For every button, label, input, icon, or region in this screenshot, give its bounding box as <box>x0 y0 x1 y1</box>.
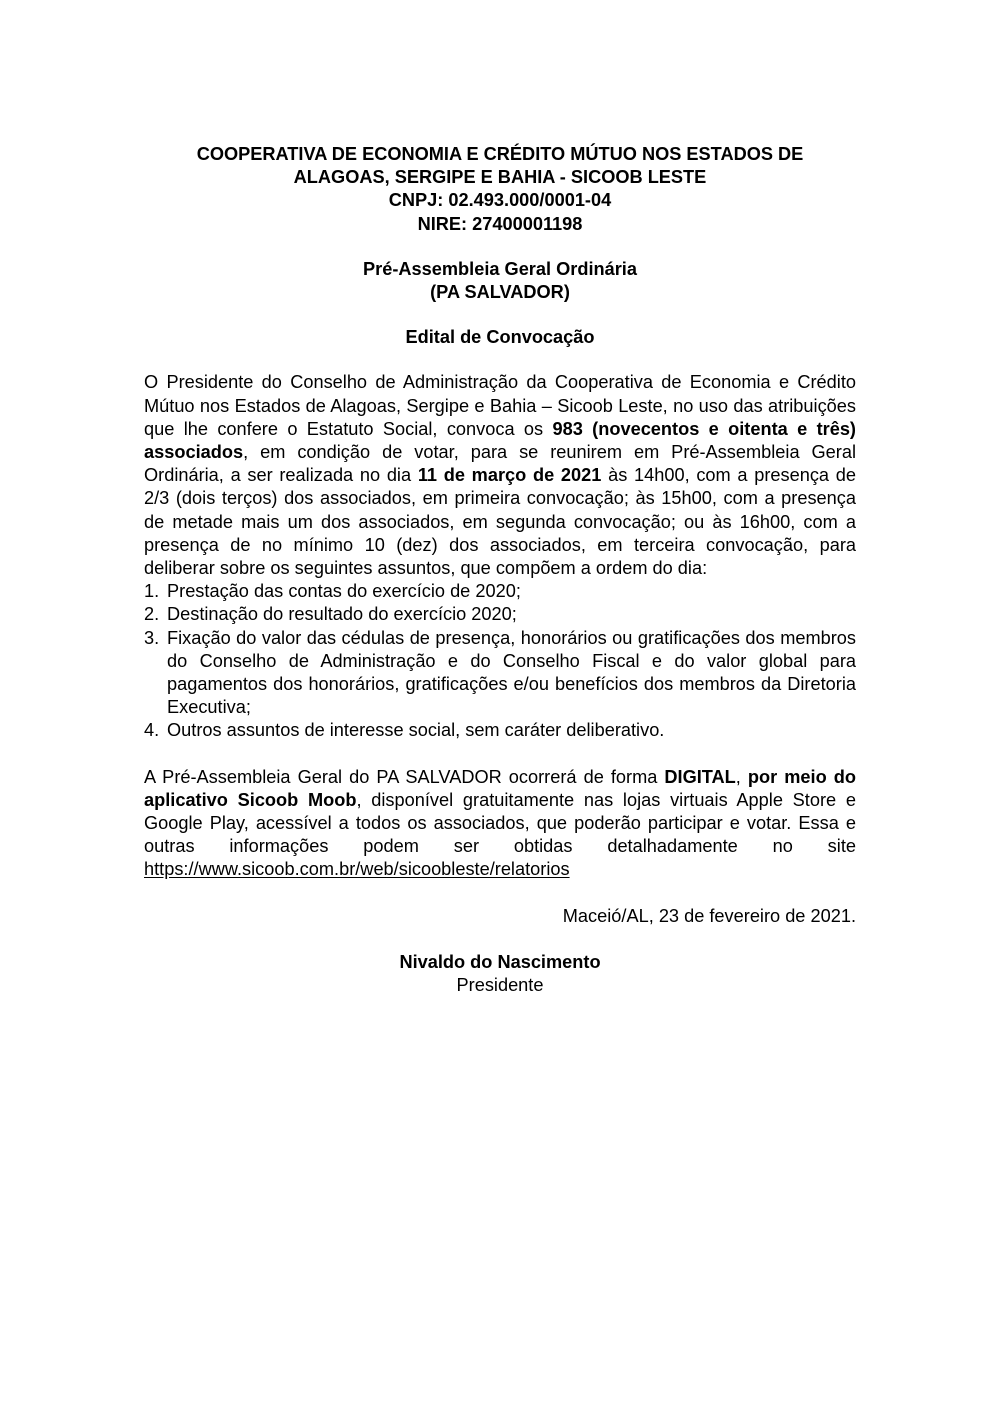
digital-text-1: A Pré-Assembleia Geral do PA SALVADOR ocorrerá de forma <box>144 766 665 787</box>
list-item-number: 4. <box>144 720 160 741</box>
nire-number: NIRE: 27400001198 <box>417 213 583 234</box>
intro-text-1: O Presidente do Conselho de Administração da Cooperativa de Economia e Crédito Mútuo nos Estados de Alagoas, Sergipe e Bahia – Sicoob Leste, no uso das atribuições que lhe confere o Estatuto Social, convoca os <box>144 372 856 439</box>
meeting-heading <box>144 258 856 304</box>
list-item <box>144 719 856 742</box>
intro-paragraph <box>144 371 856 580</box>
list-item <box>144 580 856 603</box>
list-item-number: 2. <box>144 604 160 625</box>
intro-text-3: às 14h00, com a presença de 2/3 (dois terços) dos associados, em primeira convocação; às 15h00, com a presença de metade mais um dos associados, em segunda convocação; ou às 16h00, com a presença de no mínimo 10 (dez) dos associados, em terceira convocação, para deliberar sobre os seguintes assuntos, que compõem a ordem do dia: <box>144 465 856 579</box>
organization-name-line1: COOPERATIVA DE ECONOMIA E CRÉDITO MÚTUO NOS ESTADOS DE <box>196 144 804 164</box>
list-item <box>144 627 856 720</box>
list-item-number: 1. <box>144 581 160 602</box>
notice-title: Edital de Convocação <box>405 327 595 348</box>
cnpj-number: CNPJ: 02.493.000/0001-04 <box>388 190 612 211</box>
reports-link[interactable]: https://www.sicoob.com.br/web/sicoobleste/relatorios <box>144 859 570 880</box>
digital-format: DIGITAL <box>664 766 736 787</box>
digital-meeting-paragraph <box>144 766 856 882</box>
signatory-name: Nivaldo do Nascimento <box>399 951 601 972</box>
intro-text-2: , em condição de votar, para se reunirem em Pré-Assembleia Geral Ordinária, a ser realizada no dia <box>144 442 856 486</box>
meeting-date: 11 de março de 2021 <box>417 465 602 486</box>
list-item-text: Prestação das contas do exercício de 2020; <box>167 581 521 602</box>
digital-text-3: , disponível gratuitamente nas lojas virtuais Apple Store e Google Play, acessível a todos os associados, que poderão participar e votar. Essa e outras informações podem ser obtidas detalhadamente no site <box>144 789 856 857</box>
list-item <box>144 603 856 626</box>
list-item-text: Outros assuntos de interesse social, sem caráter deliberativo. <box>167 720 665 741</box>
app-name: por meio do aplicativo Sicoob Moob <box>144 766 856 810</box>
place-and-date: Maceió/AL, 23 de fevereiro de 2021. <box>562 905 856 926</box>
organization-name-line2: ALAGOAS, SERGIPE E BAHIA - SICOOB LESTE <box>293 167 707 188</box>
signature-block <box>144 951 856 997</box>
document-page <box>144 143 856 997</box>
signatory-role: Presidente <box>456 975 544 996</box>
organization-header <box>144 143 856 236</box>
list-item-text: Destinação do resultado do exercício 2020; <box>167 604 517 625</box>
meeting-unit: (PA SALVADOR) <box>430 282 570 303</box>
agenda-list <box>144 580 856 742</box>
meeting-title: Pré-Assembleia Geral Ordinária <box>363 258 637 279</box>
digital-text-2: , <box>735 766 748 787</box>
associates-count: 983 (novecentos e oitenta e três) associados <box>144 418 856 463</box>
list-item-number: 3. <box>144 627 160 648</box>
list-item-text: Fixação do valor das cédulas de presença, honorários ou gratificações dos membros do Conselho de Administração e do Conselho Fiscal e do valor global para pagamentos dos honorários, gratificações e/ou benefícios dos membros da Diretoria Executiva; <box>167 627 856 718</box>
